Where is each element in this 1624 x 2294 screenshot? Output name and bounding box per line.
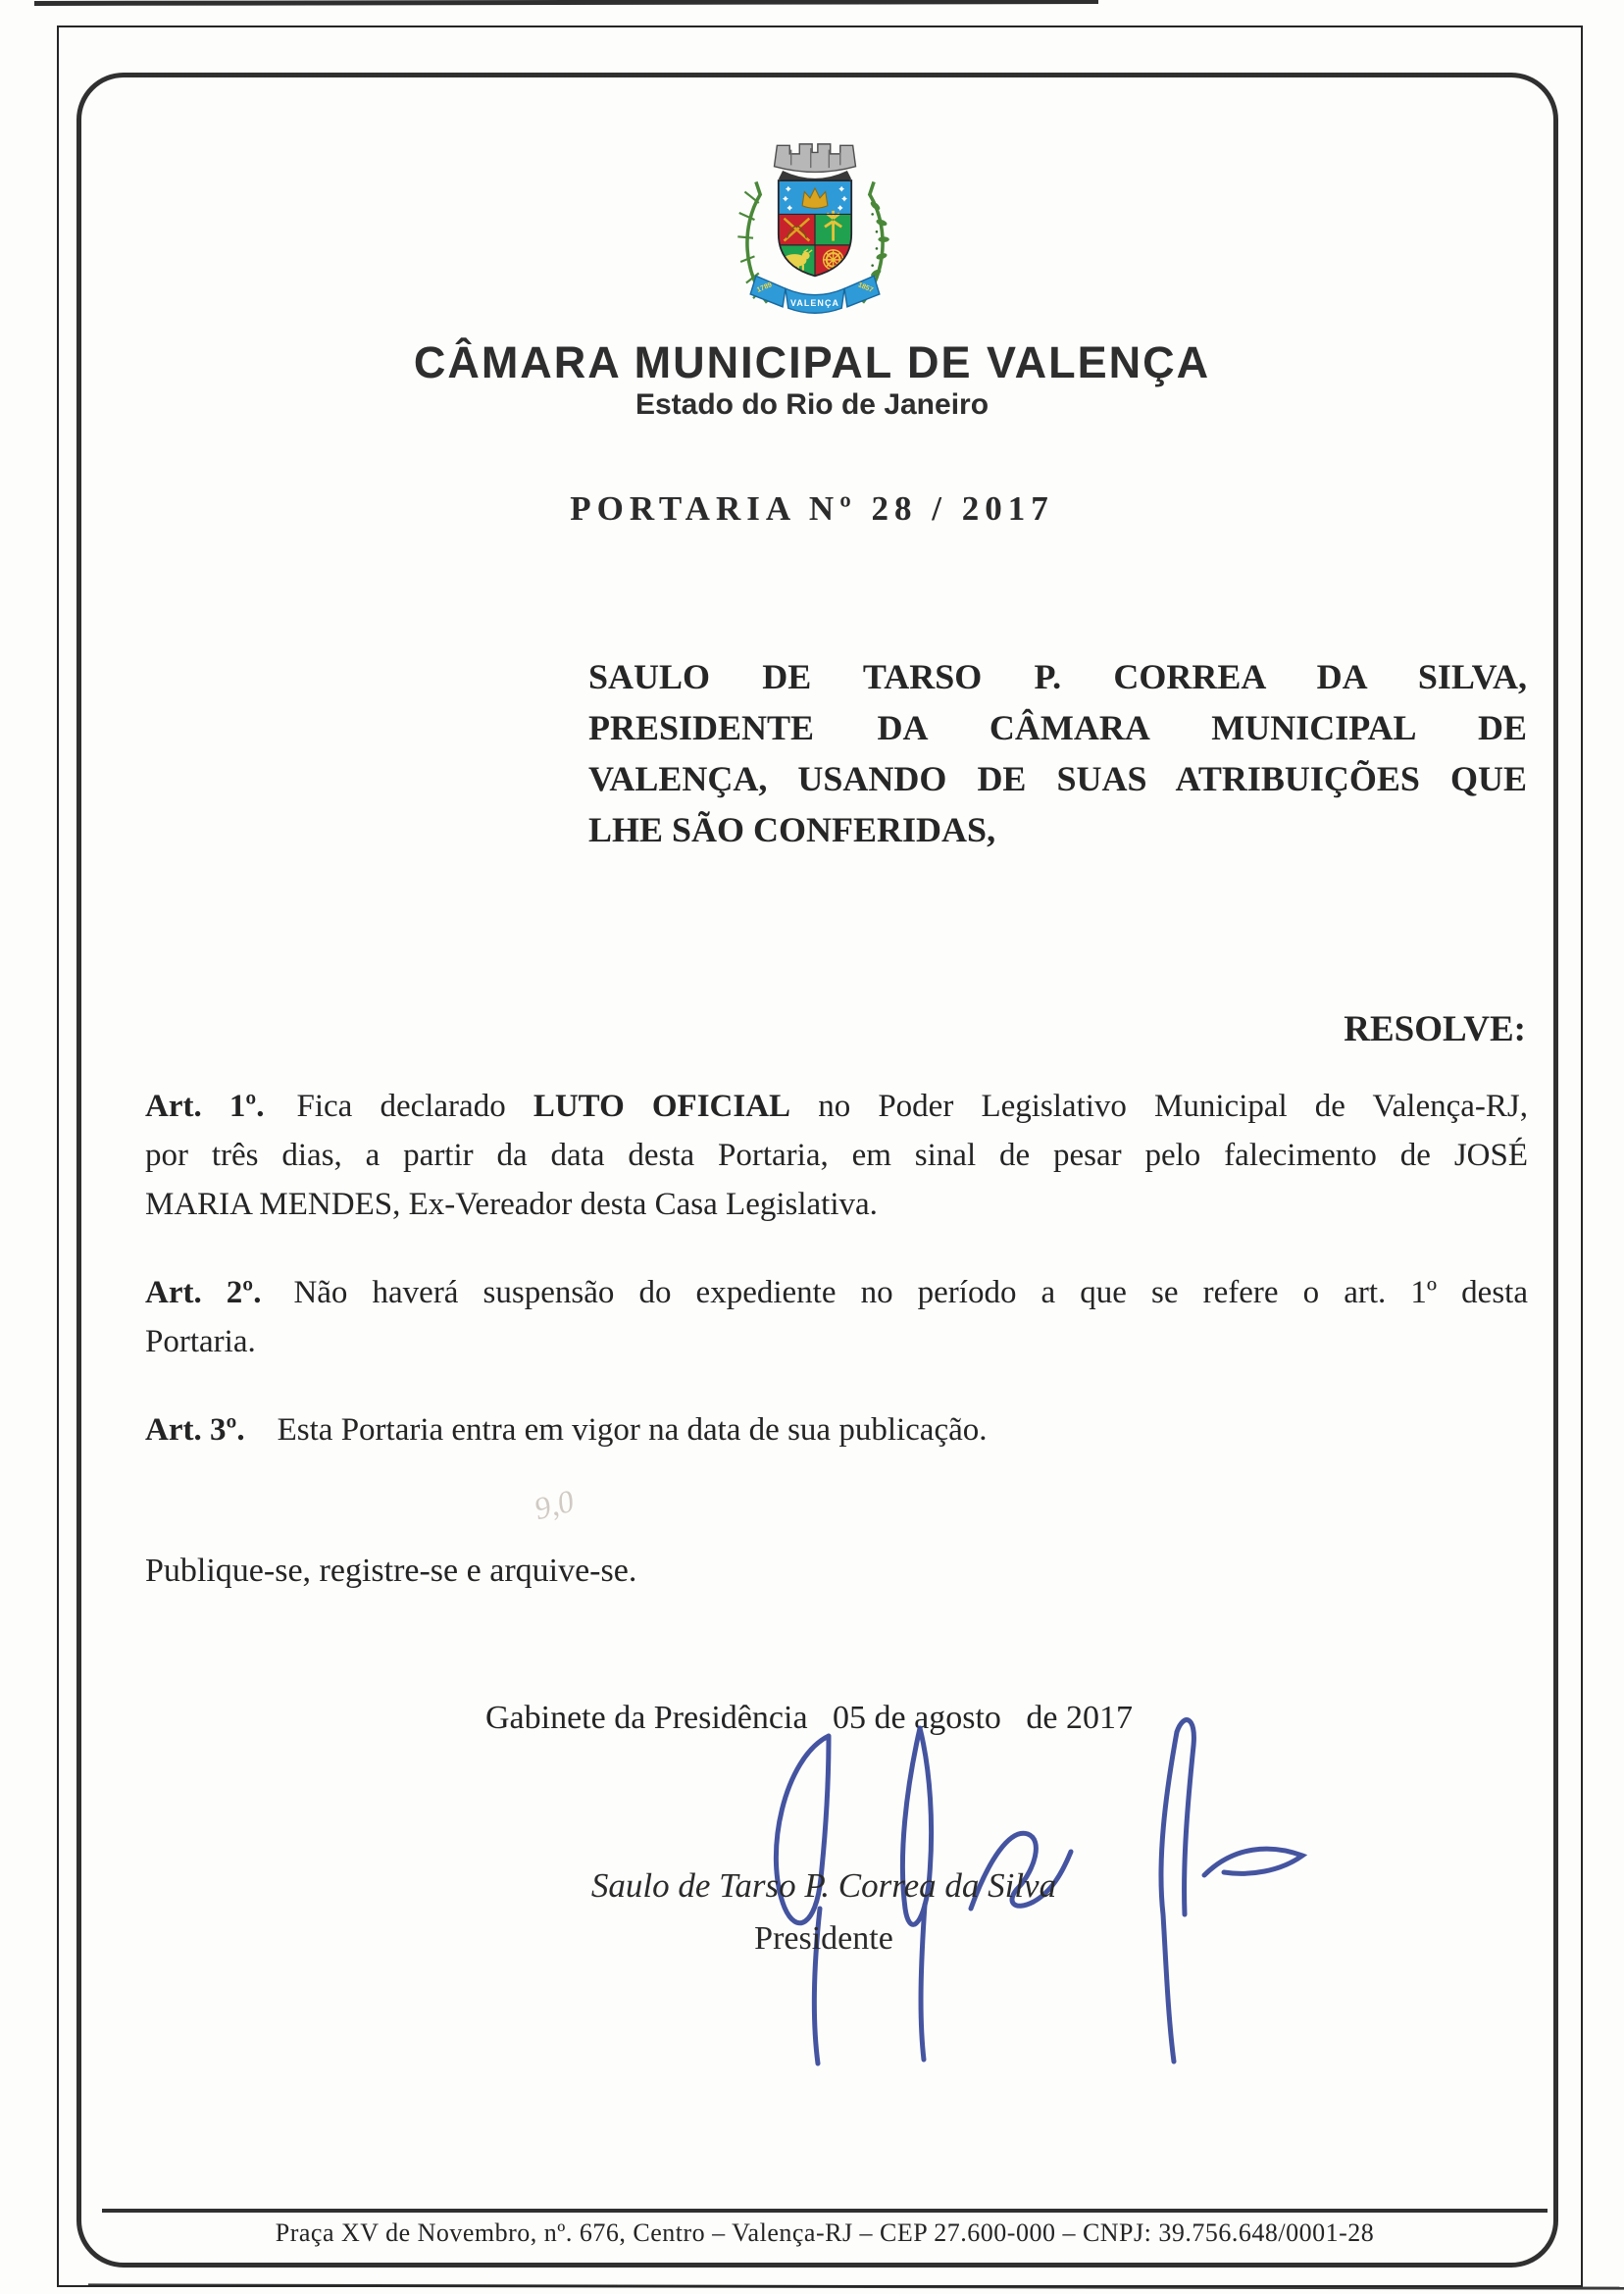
ribbon-city-name: VALENÇA [789, 298, 840, 309]
articles [145, 1082, 1528, 1494]
ribbon-year-left: 1789 [755, 280, 774, 294]
text-line: MARIA MENDES, Ex-Vereador desta Casa Legislativa. [145, 1187, 878, 1222]
ribbon-banner [750, 276, 880, 313]
closing-line: Publique-se, registre-se e arquive-se. [145, 1553, 637, 1589]
text-line: PRESIDENTE DA CÂMARA MUNICIPAL DE [588, 708, 1527, 747]
dateline: Gabinete da Presidência 05 de agosto de 2017 [485, 1700, 1133, 1736]
scan-edge-artifact-top [34, 0, 1098, 6]
footer-divider [102, 2209, 1548, 2213]
text-line: Art. 2º. Não haverá suspensão do expediente no período a que se refere o art. 1º desta [145, 1275, 1528, 1310]
org-name: CÂMARA MUNICIPAL DE VALENÇA [413, 337, 1211, 387]
signer-title: Presidente [754, 1920, 893, 1957]
signer-name: Saulo de Tarso P. Correa da Silva [590, 1866, 1057, 1905]
shield-icon [779, 180, 851, 279]
preamble [588, 651, 1527, 855]
article-paragraph [145, 1082, 1528, 1229]
footer-address: Praça XV de Novembro, nº. 676, Centro – Valença-RJ – CEP 27.600-000 – CNPJ: 39.756.648/0001-28 [275, 2218, 1375, 2247]
wheel-icon [824, 250, 843, 270]
text-line: Portaria. [145, 1324, 256, 1359]
text-line: SAULO DE TARSO P. CORREA DA SILVA, [588, 657, 1527, 696]
doc-title: PORTARIA Nº 28 / 2017 [570, 489, 1054, 528]
org-state: Estado do Rio de Janeiro [634, 388, 990, 421]
resolve-label: RESOLVE: [1344, 1009, 1526, 1049]
text-line: LHE SÃO CONFERIDAS, [588, 810, 996, 849]
text-line: Art. 1º. Fica declarado LUTO OFICIAL no Poder Legislativo Municipal de Valença-RJ, [145, 1089, 1529, 1124]
pencil-annotation: 9,0 [531, 1482, 578, 1527]
valenca-coat-of-arms [724, 135, 906, 339]
text-line: por três dias, a partir da data desta Portaria, em sinal de pesar pelo falecimento de JOSÉ [145, 1138, 1528, 1173]
article-paragraph [145, 1405, 1528, 1454]
ribbon-year-right: 1857 [856, 280, 875, 294]
article-paragraph [145, 1268, 1528, 1366]
text-line: Art. 3º. Esta Portaria entra em vigor na data de sua publicação. [145, 1412, 988, 1448]
text-line: VALENÇA, USANDO DE SUAS ATRIBUIÇÕES QUE [588, 759, 1527, 798]
